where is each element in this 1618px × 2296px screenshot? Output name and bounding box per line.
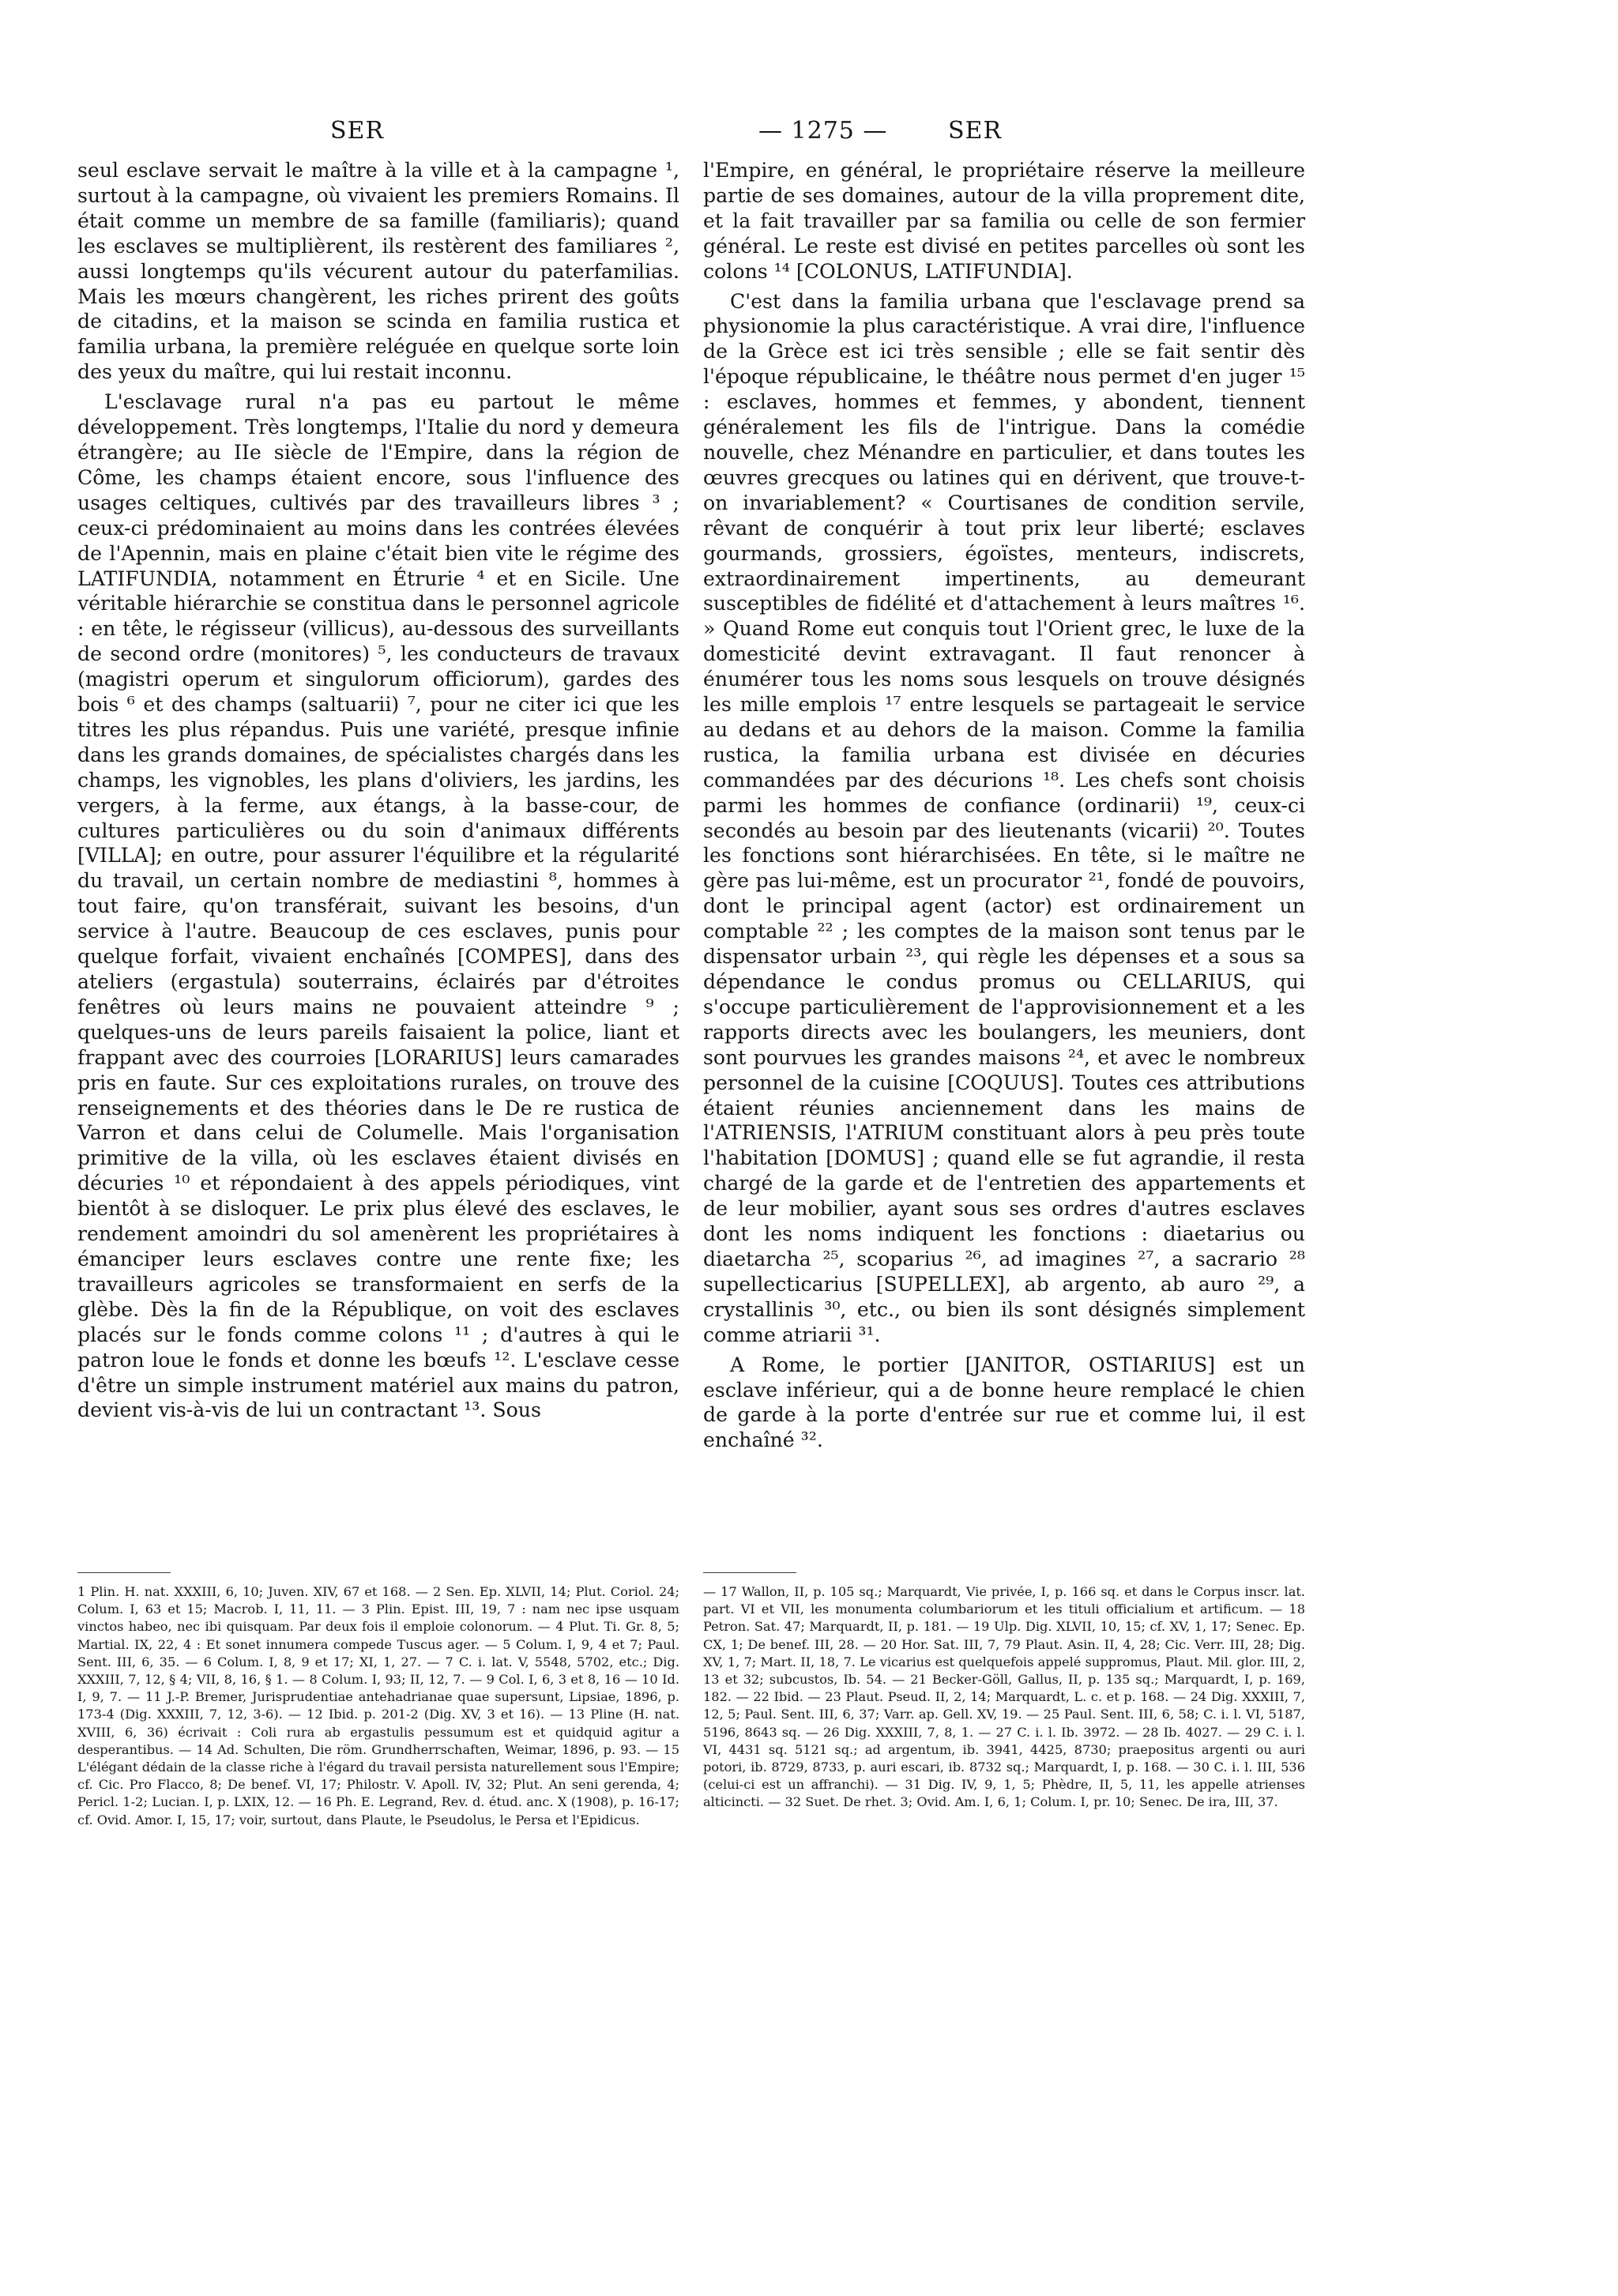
right-paragraph-3: A Rome, le portier [JANITOR, OSTIARIUS] est un esclave inférieur, qui a de bonne heure remplacé le chien de garde à la porte d'entrée sur rue et comme lui, il est enchaîné ³². <box>703 1353 1305 1452</box>
footnotes-right <box>703 1583 1305 1812</box>
running-head-left: SER <box>330 117 385 145</box>
footnote-rule-left <box>77 1572 171 1573</box>
right-column <box>703 158 1305 1453</box>
left-column <box>77 158 679 1423</box>
page-number: — 1275 — <box>758 117 888 145</box>
footnotes-right-text: — 17 Wallon, II, p. 105 sq.; Marquardt, Vie privée, I, p. 166 sq. et dans le Corpus inscr. lat. part. VI et VII, les monumenta columbariorum et les tituli officialium et artificum. — 18 Petron. Sat. 47; Marquardt, II, p. 181. — 19 Ulp. Dig. XLVII, 10, 15; cf. XV, 1, 17; Senec. Ep. CX, 1; De benef. III, 28. — 20 Hor. Sat. III, 7, 79 Plaut. Asin. II, 4, 28; Cic. Verr. III, 28; Dig. XV, 1, 7; Mart. II, 18, 7. Le vicarius est quelquefois appelé suppromus, Plaut. Mil. glor. III, 2, 13 et 32; subcustos, Ib. 54. — 21 Becker-Göll, Gallus, II, p. 135 sq.; Marquardt, I, p. 169, 182. — 22 Ibid. — 23 Plaut. Pseud. II, 2, 14; Marquardt, L. c. et p. 168. — 24 Dig. XXXIII, 7, 12, 5; Paul. Sent. III, 6, 37; Varr. ap. Gell. XV, 19. — 25 Paul. Sent. III, 6, 58; C. i. l. VI, 5187, 5196, 8643 sq. — 26 Dig. XXXIII, 7, 8, 1. — 27 C. i. l. Ib. 3972. — 28 Ib. 4027. — 29 C. i. l. VI, 4431 sq. 5121 sq.; ad argentum, ib. 3941, 4425, 8730; praepositus argenti ou auri potori, ib. 8729, 8733, p. auri escari, ib. 8732 sq.; Marquardt, I, p. 168. — 30 C. i. l. III, 536 (celui-ci est un affranchi). — 31 Dig. IV, 9, 1, 5; Phèdre, II, 5, 11, les appelle atrienses alticincti. — 32 Suet. De rhet. 3; Ovid. Am. I, 6, 1; Colum. I, pr. 10; Senec. De ira, III, 37. <box>703 1584 1305 1810</box>
footnotes-left-text: 1 Plin. H. nat. XXXIII, 6, 10; Juven. XIV, 67 et 168. — 2 Sen. Ep. XLVII, 14; Plut. Coriol. 24; Colum. I, 63 et 15; Macrob. I, 11, 11. — 3 Plin. Epist. III, 19, 7 : nam nec ipse usquam vinctos habeo, nec ibi quisquam. Par deux fois il emploie colonorum. — 4 Plut. Ti. Gr. 8, 5; Martial. IX, 22, 4 : Et sonet innumera compede Tuscus ager. — 5 Colum. I, 9, 4 et 7; Paul. Sent. III, 6, 35. — 6 Colum. I, 8, 9 et 17; XI, 1, 27. — 7 C. i. lat. V, 5548, 5702, etc.; Dig. XXXIII, 7, 12, § 4; VII, 8, 16, § 1. — 8 Colum. I, 93; II, 12, 7. — 9 Col. I, 6, 3 et 8, 16 — 10 Id. I, 9, 7. — 11 J.-P. Bremer, Jurisprudentiae antehadrianae quae supersunt, Lipsiae, 1896, p. 173-4 (Dig. XXXIII, 7, 12, 3-6). — 12 Ibid. p. 201-2 (Dig. XV, 3 et 16). — 13 Pline (H. nat. XVIII, 6, 36) écrivait : Coli rura ab ergastulis pessumum est et quidquid agitur a desperantibus. — 14 Ad. Schulten, Die röm. Grundherrschaften, Weimar, 1896, p. 93. — 15 L'élégant dédain de la classe riche à l'égard du travail persista naturellement sous l'Empire; cf. Cic. Pro Flacco, 8; De benef. VI, 17; Philostr. V. Apoll. IV, 32; Plut. An seni gerenda, 4; Pericl. 1-2; Lucian. I, p. LXIX, 12. — 16 Ph. E. Legrand, Rev. d. étud. anc. X (1908), p. 16-17; cf. Ovid. Amor. I, 15, 17; voir, surtout, dans Plaute, le Pseudolus, le Persa et l'Epidicus. <box>77 1584 679 1827</box>
footnote-rule-right <box>703 1572 796 1573</box>
right-paragraph-1: l'Empire, en général, le propriétaire réserve la meilleure partie de ses domaines, autour de la villa proprement dite, et la fait travailler par sa familia ou celle de son fermier général. Le reste est divisé en petites parcelles où sont les colons ¹⁴ [COLONUS, LATIFUNDIA]. <box>703 159 1305 283</box>
footnotes-left <box>77 1583 679 1829</box>
running-head-right: SER <box>948 117 1003 145</box>
left-paragraph-1: seul esclave servait le maître à la ville et à la campagne ¹, surtout à la campagne, où vivaient les premiers Romains. Il était comme un membre de sa famille (familiaris); quand les esclaves se multiplièrent, ils restèrent des familiares ², aussi longtemps qu'ils vécurent autour du paterfamilias. Mais les mœurs changèrent, les riches prirent des goûts de citadins, et la maison se scinda en familia rustica et familia urbana, la première reléguée en quelque sorte loin des yeux du maître, qui lui restait inconnu. <box>77 159 679 384</box>
left-paragraph-2: L'esclavage rural n'a pas eu partout le même développement. Très longtemps, l'Italie du nord y demeura étrangère; au IIe siècle de l'Empire, dans la région de Côme, les champs étaient encore, sous l'influence des usages celtiques, cultivés par des travailleurs libres ³ ; ceux-ci prédominaient au moins dans les contrées élevées de l'Apennin, mais en plaine c'était bien vite le régime des LATIFUNDIA, notamment en Étrurie ⁴ et en Sicile. Une véritable hiérarchie se constitua dans le personnel agricole : en tête, le régisseur (villicus), au-dessous des surveillants de second ordre (monitores) ⁵, les conducteurs de travaux (magistri operum et singulorum officiorum), gardes des bois ⁶ et des champs (saltuarii) ⁷, pour ne citer ici que les titres les plus répandus. Puis une variété, presque infinie dans les grands domaines, de spécialistes chargés dans les champs, les vignobles, les plans d'oliviers, les jardins, les vergers, à la ferme, aux étangs, à la basse-cour, de cultures particulières ou du soin d'animaux différents [VILLA]; en outre, pour assurer l'équilibre et la régularité du travail, un certain nombre de mediastini ⁸, hommes à tout faire, qu'on transférait, suivant les besoins, d'un service à l'autre. Beaucoup de ces esclaves, punis pour quelque forfait, vivaient enchaînés [COMPES], dans des ateliers (ergastula) souterrains, éclairés par d'étroites fenêtres où leurs mains ne pouvaient atteindre ⁹ ; quelques-uns de leurs pareils faisaient la police, liant et frappant avec des courroies [LORARIUS] leurs camarades pris en faute. Sur ces exploitations rurales, on trouve des renseignements et des théories dans le De re rustica de Varron et dans celui de Columelle. Mais l'organisation primitive de la villa, où les esclaves étaient divisés en décuries ¹⁰ et répondaient à des appels périodiques, vint bientôt à se disloquer. Le prix plus élevé des esclaves, le rendement amoindri du sol amenèrent les propriétaires à émanciper leurs esclaves contre une rente fixe; les travailleurs agricoles se transformaient en serfs de la glèbe. Dès la fin de la République, on voit des esclaves placés sur le fonds comme colons ¹¹ ; d'autres à qui le patron loue le fonds et donne les bœufs ¹². L'esclave cesse d'être un simple instrument matériel aux mains du patron, devient vis-à-vis de lui un contractant ¹³. Sous <box>77 390 679 1422</box>
right-paragraph-2: C'est dans la familia urbana que l'esclavage prend sa physionomie la plus caractéristique. A vrai dire, l'influence de la Grèce est ici très sensible ; elle se fait sentir dès l'époque républicaine, le théâtre nous permet d'en juger ¹⁵ : esclaves, hommes et femmes, y abondent, tiennent généralement les fils de l'intrigue. Dans la comédie nouvelle, chez Ménandre en particulier, et dans toutes les œuvres grecques ou latines qui en dérivent, que trouve-t-on invariablement? « Courtisanes de condition servile, rêvant de conquérir à tout prix leur liberté; esclaves gourmands, grossiers, égoïstes, menteurs, indiscrets, extraordinairement impertinents, au demeurant susceptibles de fidélité et d'attachement à leurs maîtres ¹⁶. » Quand Rome eut conquis tout l'Orient grec, le luxe de la domesticité devint extravagant. Il faut renoncer à énumérer tous les noms sous lesquels on trouve désignés les mille emplois ¹⁷ entre lesquels se partageait le service au dedans et au dehors de la maison. Comme la familia rustica, la familia urbana est divisée en décuries commandées par des décurions ¹⁸. Les chefs sont choisis parmi les hommes de confiance (ordinarii) ¹⁹, ceux-ci secondés au besoin par des lieutenants (vicarii) ²⁰. Toutes les fonctions sont hiérarchisées. En tête, si le maître ne gère pas lui-même, est un procurator ²¹, fondé de pouvoirs, dont le principal agent (actor) est ordinairement un comptable ²² ; les comptes de la maison sont tenus par le dispensator urbain ²³, qui règle les dépenses et a sous sa dépendance le condus promus ou CELLARIUS, qui s'occupe particulièrement de l'approvisionnement et a les rapports directs avec les boulangers, les meuniers, dont sont pourvues les grandes maisons ²⁴, et avec le nombreux personnel de la cuisine [COQUUS]. Toutes ces attributions étaient réunies anciennement dans les mains de l'ATRIENSIS, l'ATRIUM constituant alors à peu près toute l'habitation [DOMUS] ; quand elle se fut agrandie, il resta chargé de la garde et de l'entretien des appartements et de leur mobilier, ayant sous ses ordres d'autres esclaves dont les noms indiquent les fonctions : diaetarius ou diaetarcha ²⁵, scoparius ²⁶, ad imagines ²⁷, a sacrario ²⁸ supellecticarius [SUPELLEX], ab argento, ab auro ²⁹, a crystallinis ³⁰, etc., ou bien ils sont désignés simplement comme atriarii ³¹. <box>703 289 1305 1346</box>
